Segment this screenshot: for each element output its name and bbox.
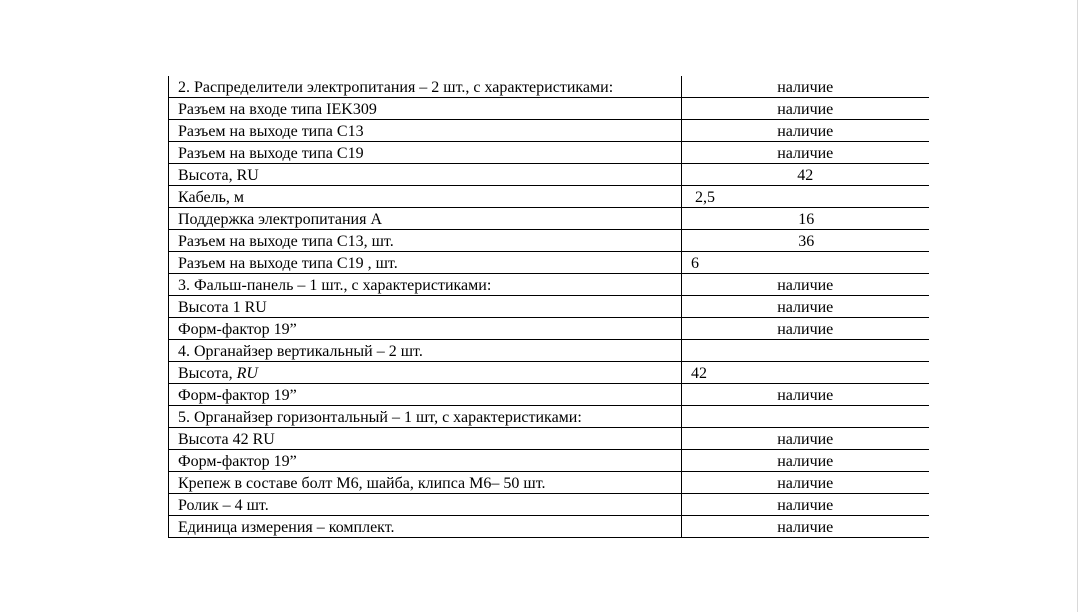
row-value: 42 — [682, 362, 929, 384]
row-name: 4. Органайзер вертикальный – 2 шт. — [169, 340, 682, 362]
row-name-prefix: Высота, — [178, 365, 237, 382]
table-row — [169, 450, 929, 472]
row-value: 2,5 — [682, 186, 929, 208]
table-row — [169, 252, 929, 274]
row-value: 36 — [682, 230, 929, 252]
table-row — [169, 406, 929, 428]
row-name: Разъем на выходе типа C13, шт. — [169, 230, 682, 252]
row-name: Ролик – 4 шт. — [169, 494, 682, 516]
row-name: Форм-фактор 19” — [169, 450, 682, 472]
table-row — [169, 472, 929, 494]
table-row — [169, 164, 929, 186]
row-name-unit: RU — [236, 365, 258, 382]
row-value: наличие — [682, 296, 929, 318]
row-value: наличие — [682, 472, 929, 494]
row-name: Высота 42 RU — [169, 428, 682, 450]
table-row — [169, 296, 929, 318]
row-value: наличие — [682, 76, 929, 98]
table-row — [169, 318, 929, 340]
specification-table — [168, 76, 929, 538]
row-value: наличие — [682, 428, 929, 450]
table-row — [169, 516, 929, 538]
row-name: Высота, RU — [169, 164, 682, 186]
row-name: Форм-фактор 19” — [169, 318, 682, 340]
table-row — [169, 230, 929, 252]
row-name: Разъем на входе типа IEK309 — [169, 98, 682, 120]
table-row — [169, 120, 929, 142]
row-value: наличие — [682, 384, 929, 406]
table-row — [169, 98, 929, 120]
row-value: 6 — [682, 252, 929, 274]
table-row — [169, 186, 929, 208]
table-row — [169, 428, 929, 450]
row-value: наличие — [682, 98, 929, 120]
table-row — [169, 208, 929, 230]
row-name: Разъем на выходе типа C19 — [169, 142, 682, 164]
table-row — [169, 494, 929, 516]
table-row — [169, 384, 929, 406]
row-name: Разъем на выходе типа C13 — [169, 120, 682, 142]
row-name: Кабель, м — [169, 186, 682, 208]
row-value: 16 — [682, 208, 929, 230]
row-value: наличие — [682, 142, 929, 164]
row-value: наличие — [682, 120, 929, 142]
row-name: 2. Распределители электропитания – 2 шт., с характеристиками: — [169, 76, 682, 98]
row-name: Крепеж в составе болт М6, шайба, клипса М6– 50 шт. — [169, 472, 682, 494]
row-name: Единица измерения – комплект. — [169, 516, 682, 538]
row-value — [682, 340, 929, 362]
row-value: наличие — [682, 494, 929, 516]
page-edge-divider — [1077, 0, 1078, 612]
table-row — [169, 340, 929, 362]
row-value: наличие — [682, 318, 929, 340]
table-row — [169, 76, 929, 98]
row-name: 5. Органайзер горизонтальный – 1 шт, с характеристиками: — [169, 406, 682, 428]
row-name — [169, 362, 682, 384]
row-value: наличие — [682, 450, 929, 472]
row-value — [682, 406, 929, 428]
row-value: 42 — [682, 164, 929, 186]
row-name: Разъем на выходе типа C19 , шт. — [169, 252, 682, 274]
row-value: наличие — [682, 516, 929, 538]
row-name: Высота 1 RU — [169, 296, 682, 318]
row-name: 3. Фальш-панель – 1 шт., с характеристиками: — [169, 274, 682, 296]
row-name: Поддержка электропитания A — [169, 208, 682, 230]
table-row — [169, 362, 929, 384]
table-row — [169, 142, 929, 164]
row-name: Форм-фактор 19” — [169, 384, 682, 406]
table-row — [169, 274, 929, 296]
row-value: наличие — [682, 274, 929, 296]
